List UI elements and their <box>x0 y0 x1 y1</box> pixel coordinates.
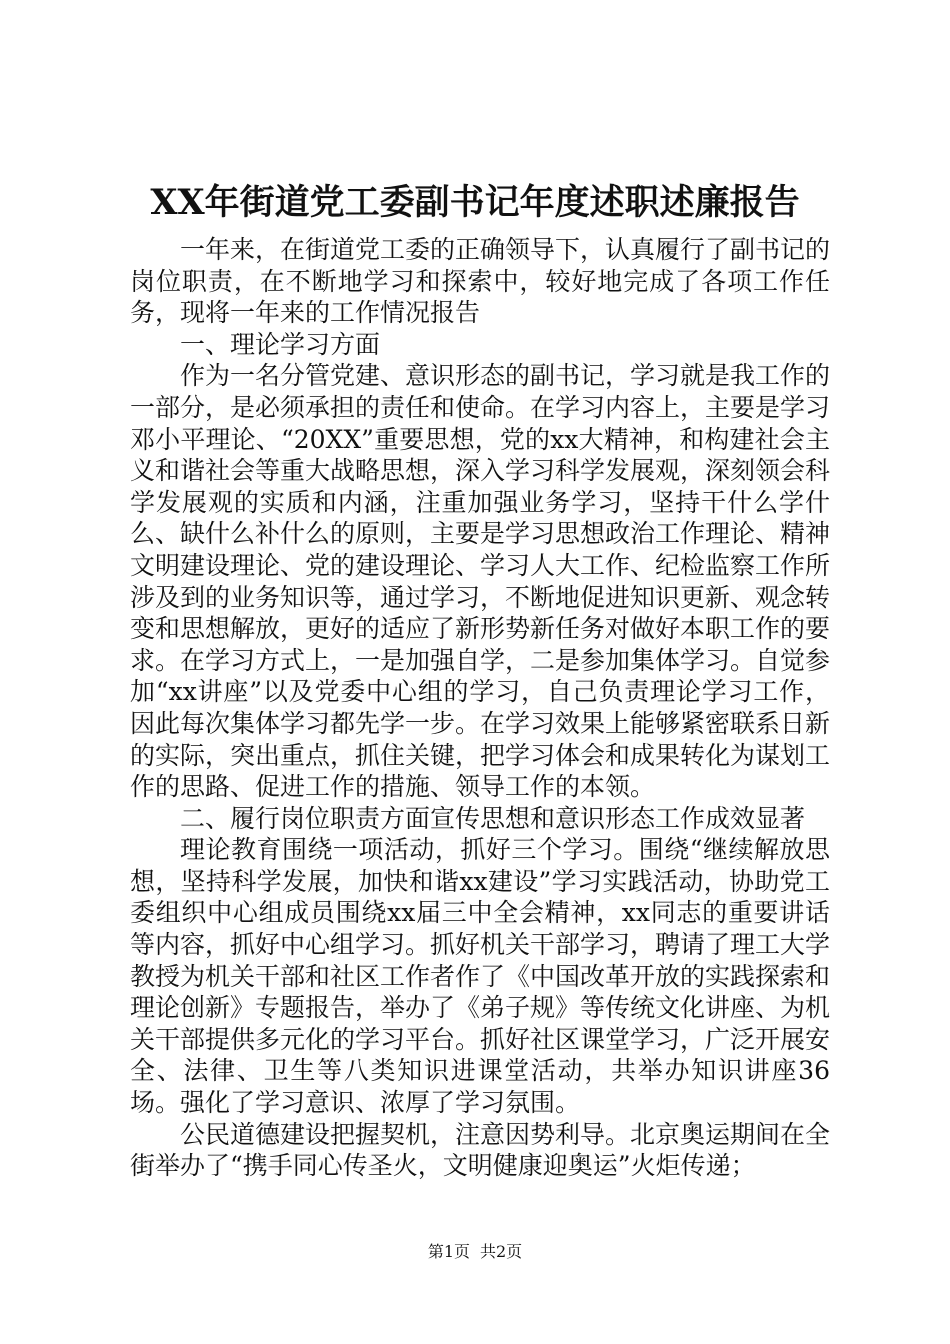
document-body <box>130 234 830 1182</box>
theory-study-paragraph: 作为一名分管党建、意识形态的副书记，学习就是我工作的一部分，是必须承担的责任和使命。在学习内容上，主要是学习邓小平理论、“20XX”重要思想，党的xx大精神，和构建社会主义和谐社会等重大战略思想，深入学习科学发展观，深刻领会科学发展观的实质和内涵，注重加强业务学习，坚持干什么学什么、缺什么补什么的原则，主要是学习思想政治工作理论、精神文明建设理论、党的建设理论、学习人大工作、纪检监察工作所涉及到的业务知识等，通过学习，不断地促进知识更新、观念转变和思想解放，更好的适应了新形势新任务对做好本职工作的要求。在学习方式上，一是加强自学，二是参加集体学习。自觉参加“xx讲座”以及党委中心组的学习，自己负责理论学习工作，因此每次集体学习都先学一步。在学习效果上能够紧密联系日新的实际，突出重点，抓住关键，把学习体会和成果转化为谋划工作的思路、促进工作的措施、领导工作的本领。 <box>130 361 831 802</box>
section-heading-duties: 二、履行岗位职责方面宣传思想和意识形态工作成效显著 <box>180 803 806 833</box>
document-title: XX年街道党工委副书记年度述职述廉报告 <box>150 182 800 223</box>
intro-paragraph: 一年来，在街道党工委的正确领导下，认真履行了副书记的岗位职责，在不断地学习和探索中，较好地完成了各项工作任务，现将一年来的工作情况报告 <box>130 235 831 328</box>
page-footer <box>0 1240 950 1264</box>
page-number-current: 第1页 <box>427 1242 470 1261</box>
page-number-total: 共2页 <box>480 1242 523 1261</box>
civic-morality-paragraph: 公民道德建设把握契机，注意因势利导。北京奥运期间在全街举办了“携手同心传圣火，文明健康迎奥运”火炬传递； <box>130 1119 831 1181</box>
section-heading-theory-study: 一、理论学习方面 <box>180 329 381 359</box>
theory-education-paragraph: 理论教育围绕一项活动，抓好三个学习。围绕“继续解放思想，坚持科学发展，加快和谐xx建设”学习实践活动，协助党工委组织中心组成员围绕xx届三中全会精神，xx同志的重要讲话等内容，抓好中心组学习。抓好机关干部学习，聘请了理工大学教授为机关干部和社区工作者作了《中国改革开放的实践探索和理论创新》专题报告，举办了《弟子规》等传统文化讲座、为机关干部提供多元化的学习平台。抓好社区课堂学习，广泛开展安全、法律、卫生等八类知识进课堂活动，共举办知识讲座36场。强化了学习意识、浓厚了学习氛围。 <box>130 835 831 1118</box>
